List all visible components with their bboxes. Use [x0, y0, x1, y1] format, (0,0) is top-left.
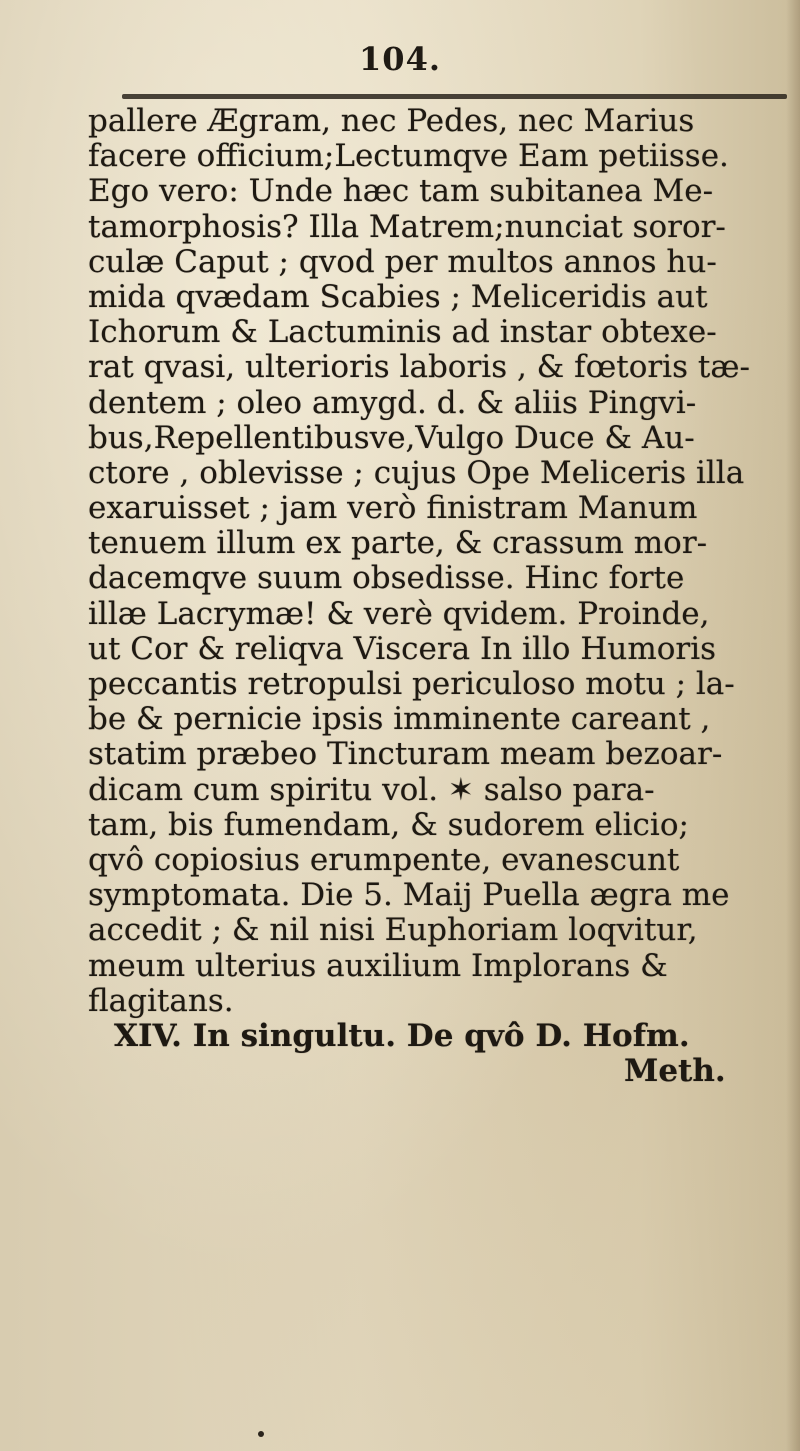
text-line: be & pernicie ipsis imminente careant ,	[88, 702, 711, 738]
text-line: ut Cor & reliqva Viscera In illo Humoris	[88, 631, 717, 667]
text-line: accedit ; & nil nisi Euphoriam loqvitur,	[88, 913, 698, 949]
text-line: tenuem illum ex parte, & crassum mor-	[88, 526, 708, 562]
header-rule	[122, 94, 787, 99]
text-line: ctore , oblevisse ; cujus Ope Meliceris illa	[88, 455, 745, 491]
catchword: Meth.	[624, 1054, 726, 1090]
text-line: rat qvasi, ulterioris laboris , & fœtoris tæ-	[88, 350, 750, 386]
text-line: qvô copiosius erumpente, evanescunt	[88, 842, 680, 878]
text-line: dicam cum spiritu vol. ✶ salso para-	[88, 772, 655, 808]
page-number: 104.	[359, 40, 441, 78]
text-line: bus,Repellentibusve,Vulgo Duce & Au-	[88, 420, 695, 456]
text-line: exaruisset ; jam verò finistram Manum	[88, 491, 698, 527]
ink-speck	[258, 1431, 264, 1437]
body-text	[84, 104, 790, 1404]
text-line: mida qvædam Scabies ; Meliceridis aut	[88, 279, 708, 315]
page-edge-shadow	[786, 0, 800, 1451]
text-line: Ichorum & Lactuminis ad instar obtexe-	[88, 315, 717, 351]
text-line: dentem ; oleo amygd. d. & aliis Pingvi-	[88, 385, 697, 421]
text-line: illæ Lacrymæ! & verè qvidem. Proinde,	[88, 596, 710, 632]
text-line: statim præbeo Tincturam meam bezoar-	[88, 737, 723, 773]
text-line: dacemqve suum obsedisse. Hinc forte	[88, 561, 685, 597]
section-heading: XIV. In singultu. De qvô D. Hofm.	[114, 1018, 690, 1054]
text-line: peccantis retropulsi periculoso motu ; la-	[88, 667, 735, 702]
text-line: tam, bis fumendam, & sudorem elicio;	[88, 807, 689, 843]
text-line: symptomata. Die 5. Maij Puella ægra me	[88, 878, 730, 914]
text-line: pallere Ægram, nec Pedes, nec Marius	[88, 104, 695, 139]
text-line: facere officium;Lectumqve Eam petiisse.	[88, 139, 729, 175]
text-line: meum ulterius auxilium Implorans &	[88, 948, 668, 984]
text-line: flagitans.	[88, 983, 234, 1019]
text-line: Ego vero: Unde hæc tam subitanea Me-	[88, 174, 714, 210]
text-line: tamorphosis? Illa Matrem;nunciat soror-	[88, 209, 726, 245]
text-line: culæ Caput ; qvod per multos annos hu-	[88, 244, 717, 280]
